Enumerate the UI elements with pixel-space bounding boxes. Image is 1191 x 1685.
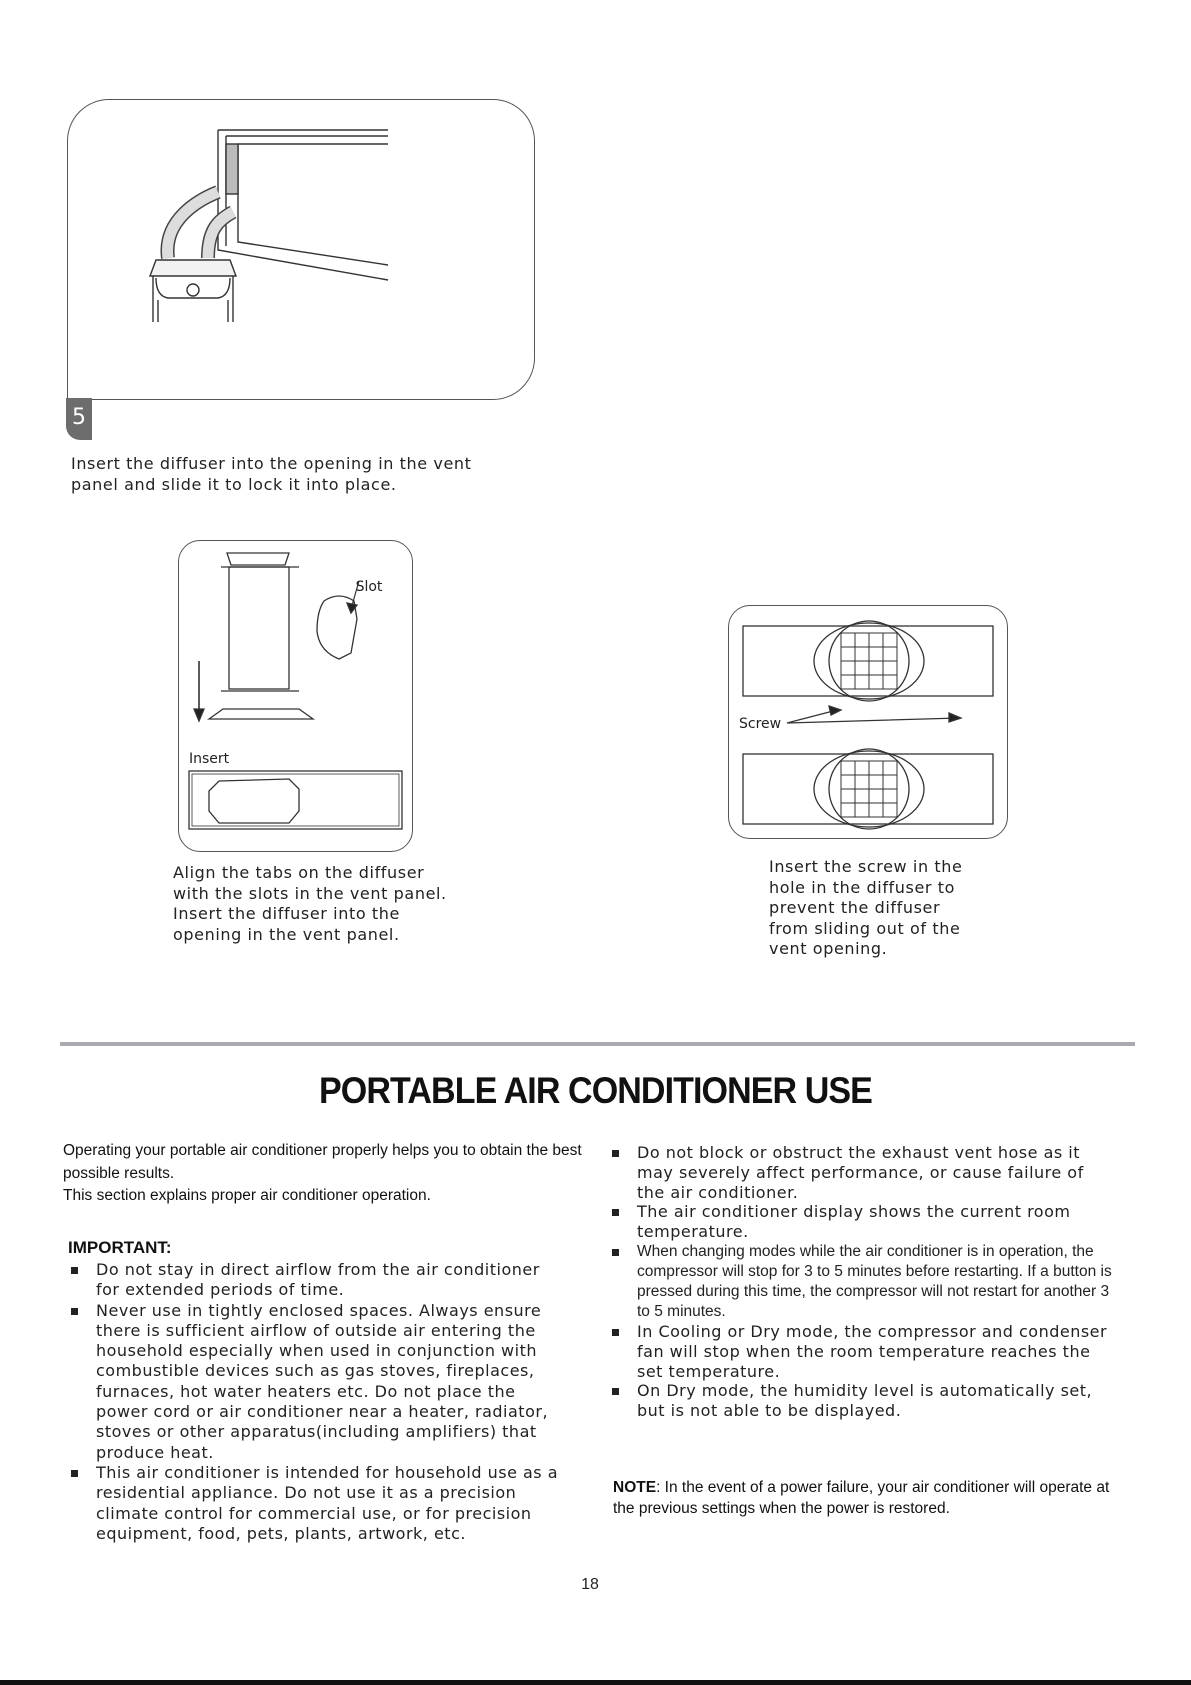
list-item: On Dry mode, the humidity level is automatically set, but is not able to be displayed. xyxy=(609,1381,1114,1421)
diffuser-slot-illustration xyxy=(179,541,412,851)
screw-label: Screw xyxy=(739,716,782,732)
list-item: When changing modes while the air conditioner is in operation, the compressor will stop for 3 to 5 minutes before restarting. If a button is pressed during this time, the compressor will not restart for another 3 to 5 minutes. xyxy=(609,1242,1114,1322)
note-text: : In the event of a power failure, your air conditioner will operate at the previous settings when the power is restored. xyxy=(613,1479,1110,1517)
diffuser-slot-caption: Align the tabs on the diffuser with the slots in the vent panel. Insert the diffuser into the opening in the vent panel. xyxy=(173,863,447,944)
note-label: NOTE xyxy=(613,1479,657,1496)
screw-caption: Insert the screw in the hole in the diffuser to prevent the diffuser from sliding out of the vent opening. xyxy=(769,857,963,958)
intro-paragraph: Operating your portable air conditioner properly helps you to obtain the best possible results. xyxy=(63,1142,582,1182)
important-list xyxy=(68,1260,568,1544)
step5-illustration-frame xyxy=(67,99,535,400)
window-kit-hose-illustration xyxy=(68,100,534,399)
screw-diffuser-illustration xyxy=(729,606,1007,838)
power-failure-note xyxy=(613,1478,1123,1519)
list-item: Do not stay in direct airflow from the air conditioner for extended periods of time. xyxy=(68,1260,568,1301)
page-bottom-border xyxy=(0,1680,1191,1685)
list-item: The air conditioner display shows the current room temperature. xyxy=(609,1202,1114,1242)
step5-caption: Insert the diffuser into the opening in the vent panel and slide it to lock it into place. xyxy=(71,454,472,494)
important-heading: IMPORTANT: xyxy=(68,1238,172,1257)
screw-figure-frame xyxy=(728,605,1008,839)
step-number-badge: 5 xyxy=(66,398,92,440)
page-number: 18 xyxy=(581,1576,599,1593)
operation-notes-list xyxy=(609,1143,1114,1421)
section-divider xyxy=(60,1042,1135,1046)
list-item: In Cooling or Dry mode, the compressor and condenser fan will stop when the room temperature reaches the set temperature. xyxy=(609,1322,1114,1381)
list-item: This air conditioner is intended for household use as a residential appliance. Do not use it as a precision climate control for commercial use, or for precision equipment, food, pets, plants, artwork, etc. xyxy=(68,1463,568,1544)
section-title: PORTABLE AIR CONDITIONER USE xyxy=(319,1070,872,1111)
list-item: Never use in tightly enclosed spaces. Always ensure there is sufficient airflow of outside air entering the household especially when used in conjunction with combustible devices such as gas stoves, fireplaces, furnaces, hot water heaters etc. Do not place the power cord or air conditioner near a heater, radiator, stoves or other apparatus(including amplifiers) that produce heat. xyxy=(68,1301,568,1463)
slot-label: Slot xyxy=(355,579,383,595)
section-intro xyxy=(63,1140,583,1208)
diffuser-slot-figure-frame xyxy=(178,540,413,852)
list-item: Do not block or obstruct the exhaust vent hose as it may severely affect performance, or cause failure of the air conditioner. xyxy=(609,1143,1114,1202)
intro-paragraph: This section explains proper air conditioner operation. xyxy=(63,1187,431,1204)
insert-label: Insert xyxy=(189,751,230,767)
